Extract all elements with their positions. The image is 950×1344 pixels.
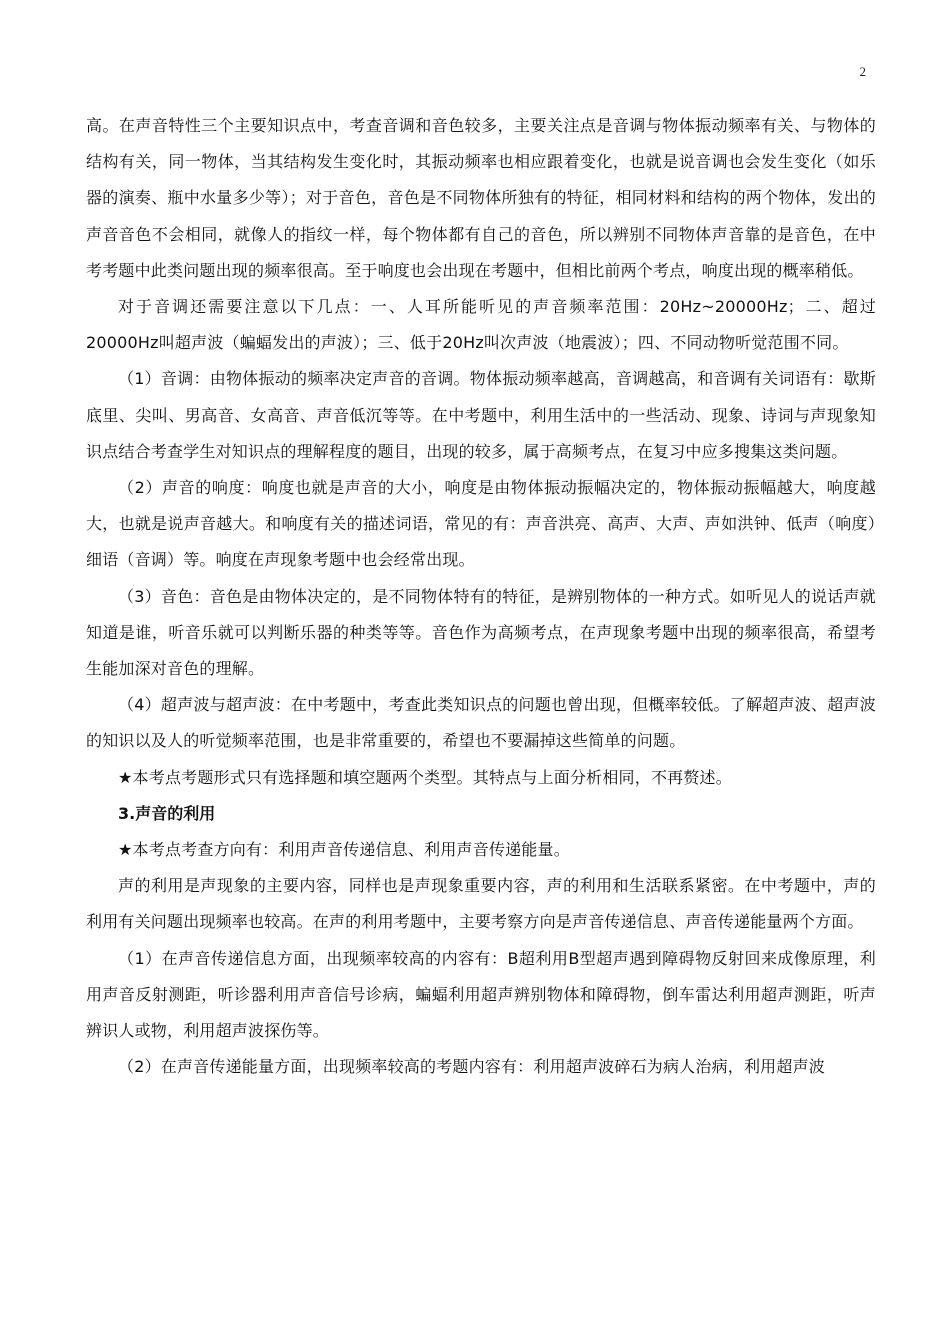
paragraph-uses-direction: ★本考点考查方向有：利用声音传递信息、利用声音传递能量。: [118, 840, 570, 860]
paragraph-ultrasound: （4）超声波与超声波：在中考题中，考查此类知识点的问题也曾出现，但概率较低。了解超声波、超声波的知识以及人的听觉频率范围，也是非常重要的，希望也不要漏掉这些简单的问题。: [86, 695, 876, 751]
paragraph-timbre: （3）音色：音色是由物体决定的，是不同物体特有的特征，是辨别物体的一种方式。如听见人的说话声就知道是谁，听音乐就可以判断乐器的种类等等。音色作为高频考点，在声现象考题中出现的频率很高，希望考生能加深对音色的理解。: [86, 586, 876, 679]
paragraph-pitch: （1）音调：由物体振动的频率决定声音的音调。物体振动频率越高，音调越高，和音调有关词语有：歇斯底里、尖叫、男高音、女高音、声音低沉等等。在中考题中，利用生活中的一些活动、现象、诗词与声现象知识点结合考查学生对知识点的理解程度的题目，出现的较多，属于高频考点，在复习中应多搜集这类问题。: [86, 369, 876, 461]
paragraph-question-types: ★本考点考题形式只有选择题和填空题两个类型。其特点与上面分析相同，不再赘述。: [118, 767, 732, 787]
paragraph-loudness: （2）声音的响度：响度也就是声音的大小，响度是由物体振动振幅决定的，物体振动振幅越大，响度越大，也就是说声音越大。和响度有关的描述词语，常见的有：声音洪亮、高声、大声、声如洪钟、低声（响度）细语（音调）等。响度在声现象考题中也会经常出现。: [86, 478, 876, 570]
section-heading-sound-uses: 3.声音的利用: [118, 803, 216, 823]
paragraph-pitch-notes: 对于音调还需要注意以下几点：一、人耳所能听见的声音频率范围：20Hz~20000Hz；二、超过20000Hz叫超声波（蝙蝠发出的声波）；三、低于20Hz叫次声波（地震波）；四、不同动物听觉范围不同。: [86, 297, 876, 353]
paragraph-uses-overview: 声的利用是声现象的主要内容，同样也是声现象重要内容，声的利用和生活联系紧密。在中考题中，声的利用有关问题出现频率也较高。在声的利用考题中，主要考察方向是声音传递信息、声音传递能量两个方面。: [86, 876, 876, 932]
document-body: [86, 108, 876, 1085]
paragraph-uses-energy: （2）在声音传递能量方面，出现频率较高的考题内容有：利用超声波碎石为病人治病，利用超声波: [118, 1057, 825, 1077]
page-number: 2: [859, 64, 866, 79]
paragraph-uses-information: （1）在声音传递信息方面，出现频率较高的内容有：B超利用B型超声遇到障碍物反射回来成像原理，利用声音反射测距，听诊器利用声音信号诊病，蝙蝠利用超声辨别物体和障碍物，倒车雷达利用超声测距，听声辨识人或物，利用超声波探伤等。: [86, 948, 876, 1041]
paragraph-sound-characteristics: 高。在声音特性三个主要知识点中，考查音调和音色较多，主要关注点是音调与物体振动频率有关、与物体的结构有关，同一物体，当其结构发生变化时，其振动频率也相应跟着变化，也就是说音调也会发生变化（如乐器的演奏、瓶中水量多少等）；对于音色，音色是不同物体所独有的特征，相同材料和结构的两个物体，发出的声音音色不会相同，就像人的指纹一样，每个物体都有自己的音色，所以辨别不同物体声音靠的是音色，在中考考题中此类问题出现的频率很高。至于响度也会出现在考题中，但相比前两个考点，响度出现的概率稍低。: [86, 116, 876, 280]
